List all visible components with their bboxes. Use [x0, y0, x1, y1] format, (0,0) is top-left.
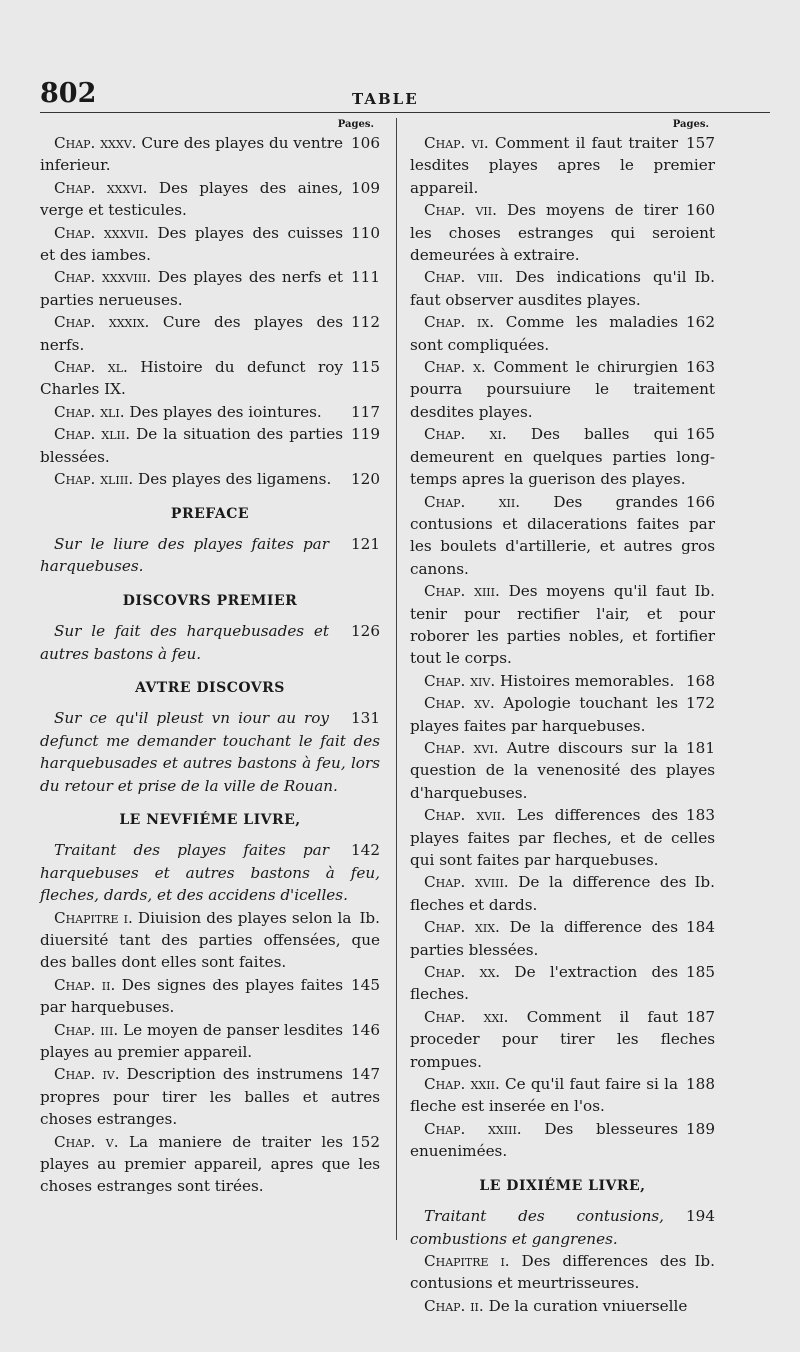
chapter-label: Chap. ii. — [424, 1296, 484, 1315]
section-subtitle — [40, 620, 380, 665]
chapter-title: Le moyen de panser lesdites playes au premier appareil. — [40, 1020, 344, 1062]
chapter-label: Chap. xxxvi. — [54, 178, 148, 197]
chapter-title: Comme les maladies sont compliquées. — [410, 313, 678, 354]
toc-entry — [410, 1006, 715, 1073]
chapter-label: Chap. ix. — [424, 313, 495, 332]
toc-entry — [40, 177, 380, 222]
chapter-label: Chap. xv. — [424, 694, 495, 713]
page-ref: 152 — [351, 1132, 380, 1151]
toc-entry — [410, 199, 715, 266]
page-ref: 110 — [351, 223, 380, 242]
toc-entry — [410, 423, 715, 490]
chapter-title: Des playes des ligamens. — [138, 470, 332, 489]
chapter-label: Chap. xi. — [424, 425, 507, 444]
page-ref: 183 — [686, 806, 715, 825]
toc-entry — [40, 907, 380, 974]
chapter-label: Chap. xvi. — [424, 738, 499, 757]
chapter-title: Comment il faut proceder pour tirer les fleches rompues. — [410, 1007, 715, 1071]
chapter-label: Chapitre i. — [424, 1251, 510, 1270]
page-ref: Ib. — [694, 268, 715, 287]
page-ref: 126 — [351, 622, 380, 641]
chapter-title: Histoire du defunct roy Charles IX. — [40, 358, 343, 399]
pages-label: Pages. — [337, 119, 374, 130]
chapter-label: Chap. x. — [424, 358, 486, 377]
chapter-title: Histoires memorables. — [500, 671, 675, 690]
chapter-label: Chap. vi. — [424, 134, 489, 152]
toc-entry — [410, 1250, 715, 1295]
chapter-title: Des blesseures enuenimées. — [410, 1119, 678, 1161]
chapter-title: De l'extraction des fleches. — [410, 963, 678, 1004]
toc-entry — [410, 356, 715, 423]
page-ref: 172 — [686, 694, 715, 713]
page-ref: 194 — [686, 1207, 715, 1226]
running-head: TABLE — [352, 90, 419, 108]
toc-entry — [410, 961, 715, 1006]
page-ref: 109 — [351, 178, 380, 197]
page-ref: 187 — [686, 1007, 715, 1026]
section-heading: DISCOVRS PREMIER — [122, 592, 298, 609]
page-ref: Ib. — [694, 582, 715, 601]
pages-label: Pages. — [672, 119, 709, 130]
section-heading: PREFACE — [170, 505, 250, 522]
toc-entry — [410, 132, 715, 199]
toc-entry — [410, 871, 715, 916]
page-number: 802 — [40, 78, 97, 109]
chapter-title: Comment il faut traiter lesdites playes apres le premier appareil. — [410, 134, 715, 197]
chapter-title: Des indications qu'il faut observer ausdites playes. — [410, 268, 687, 309]
page-ref: 131 — [351, 709, 380, 728]
page-ref: 147 — [351, 1065, 380, 1084]
chapter-title: Les differences des playes faites par fleches, et de celles qui sont faites par harquebuses. — [410, 806, 715, 869]
chapter-title: De la curation vniuerselle — [488, 1296, 688, 1315]
chapter-label: Chap. xlii. — [54, 425, 131, 444]
page-ref: 181 — [686, 738, 715, 757]
subtitle-text: Traitant des playes faites par harquebuses et autres bastons à feu, fleches, dards, et des accidens d'icelles. — [40, 841, 380, 905]
toc-entry — [410, 916, 715, 961]
page-ref: 188 — [686, 1075, 715, 1094]
chapter-title: Apologie touchant les playes faites par harquebuses. — [410, 694, 679, 735]
subtitle-text: Sur le liure des playes faites par harquebuses. — [40, 534, 329, 576]
section-heading: LE DIXIÉME LIVRE, — [479, 1177, 646, 1194]
toc-entry — [40, 1131, 380, 1198]
chapter-label: Chap. v. — [54, 1132, 119, 1151]
toc-entry — [40, 401, 380, 423]
toc-entry — [410, 1073, 715, 1118]
toc-entry — [40, 132, 380, 177]
page-ref: 117 — [351, 402, 380, 421]
subtitle-text: Sur ce qu'il pleust vn iour au roy defunct me demander touchant le fait des harquebusades et autres bastons à feu, lors du retour et prise de la ville de Rouan. — [40, 709, 380, 795]
chapter-title: La maniere de traiter les playes au premier appareil, apres que les choses estranges sont tirées. — [40, 1132, 380, 1196]
chapter-label: Chap. xxxv. — [54, 134, 137, 152]
page-ref: 120 — [351, 470, 380, 489]
chapter-title: Ce qu'il faut faire si la fleche est inserée en l'os. — [410, 1075, 679, 1116]
page-ref: 142 — [351, 841, 380, 860]
chapter-label: Chap. xiv. — [424, 671, 496, 690]
toc-entry — [410, 804, 715, 871]
page-ref: 184 — [686, 918, 715, 937]
chapter-label: Chap. xx. — [424, 963, 501, 982]
toc-entry — [40, 974, 380, 1019]
page-ref: 168 — [686, 671, 715, 690]
chapter-label: Chap. iv. — [54, 1065, 120, 1084]
toc-entry — [40, 1063, 380, 1130]
chapter-label: Chap. xviii. — [424, 873, 509, 892]
column-divider — [396, 118, 397, 1240]
toc-entry — [410, 491, 715, 581]
chapter-title: Des moyens qu'il faut tenir pour rectifier l'air, et pour roborer les parties nobles, et fortifier tout le corps. — [410, 582, 715, 668]
chapter-label: Chap. xix. — [424, 918, 500, 937]
page-ref: 157 — [686, 134, 715, 152]
chapter-label: Chap. xxiii. — [424, 1119, 522, 1138]
page-ref: 185 — [686, 963, 715, 982]
chapter-title: Des playes des nerfs et parties nerueuses. — [40, 268, 344, 309]
chapter-title: Cure des playes du ventre inferieur. — [40, 134, 344, 175]
page-ref: 121 — [351, 534, 380, 553]
toc-entry — [40, 423, 380, 468]
chapter-title: Des moyens de tirer les choses estranges qui seroient demeurées à extraire. — [410, 201, 715, 265]
chapter-label: Chap. xxxviii. — [54, 268, 152, 287]
chapter-label: Chap. ii. — [54, 975, 116, 994]
chapter-title: Des playes des aines, verge et testicules. — [40, 178, 344, 220]
section-heading: LE NEVFIÉME LIVRE, — [119, 811, 301, 828]
chapter-label: Chap. xli. — [54, 402, 125, 421]
toc-entry — [40, 1019, 380, 1064]
section-heading: AVTRE DISCOVRS — [135, 679, 285, 696]
chapter-title: De la difference des parties blessées. — [410, 918, 679, 959]
toc-entry — [40, 468, 380, 490]
chapter-label: Chap. xl. — [54, 358, 128, 377]
subtitle-text: Sur le fait des harquebusades et autres bastons à feu. — [40, 622, 329, 663]
toc-entry — [410, 737, 715, 804]
left-column — [40, 118, 380, 1198]
toc-entry — [40, 356, 380, 401]
chapter-title: Des balles qui demeurent en quelques parties long-temps apres la guerison des playes. — [410, 425, 715, 489]
chapter-title: Cure des playes des nerfs. — [40, 313, 343, 354]
section-subtitle — [410, 1205, 715, 1250]
toc-entry — [40, 266, 380, 311]
toc-entry — [410, 266, 715, 311]
toc-entry — [40, 222, 380, 267]
chapter-label: Chap. xiii. — [424, 582, 500, 601]
toc-entry — [410, 1295, 715, 1317]
chapter-label: Chap. xliii. — [54, 470, 134, 489]
chapter-title: De la situation des parties blessées. — [40, 425, 344, 466]
chapter-title: Des playes des iointures. — [129, 402, 322, 421]
toc-entry — [410, 670, 715, 692]
page-ref: 165 — [686, 425, 715, 444]
page-ref: 146 — [351, 1020, 380, 1039]
page-ref: 119 — [351, 425, 380, 444]
header-rule — [40, 112, 770, 113]
chapter-label: Chap. xxii. — [424, 1075, 500, 1094]
chapter-title: Autre discours sur la question de la venenosité des playes d'harquebuses. — [410, 738, 715, 802]
chapter-label: Chap. viii. — [424, 268, 504, 287]
chapter-label: Chap. iii. — [54, 1020, 119, 1039]
page-ref: 163 — [686, 358, 715, 377]
page-ref: 162 — [686, 313, 715, 332]
page-ref: 160 — [686, 201, 715, 220]
toc-entry — [410, 311, 715, 356]
page-ref: 111 — [351, 268, 380, 287]
page-ref: 115 — [351, 358, 380, 377]
chapter-label: Chap. xvii. — [424, 806, 506, 825]
chapter-label: Chapitre i. — [54, 908, 133, 927]
page-ref: Ib. — [694, 873, 715, 892]
chapter-label: Chap. xxxix. — [54, 313, 150, 332]
chapter-title: Des playes des cuisses et des iambes. — [40, 223, 344, 265]
toc-entry — [410, 1118, 715, 1163]
chapter-title: Diuision des playes selon la diuersité tant des parties offensées, que des balles dont elles sont faites. — [40, 908, 380, 972]
page-ref: 112 — [351, 313, 380, 332]
page-ref: 189 — [686, 1119, 715, 1138]
toc-entry — [410, 692, 715, 737]
right-column — [410, 118, 715, 1317]
subtitle-text: Traitant des contusions, combustions et gangrenes. — [410, 1207, 664, 1248]
page-ref: 145 — [351, 975, 380, 994]
page-ref: 106 — [351, 134, 380, 152]
chapter-title: Des signes des playes faites par harquebuses. — [40, 975, 344, 1017]
section-subtitle — [40, 707, 380, 797]
page-ref: Ib. — [694, 1251, 715, 1270]
chapter-title: Des grandes contusions et dilacerations faites par les boulets d'artillerie, et autres gros canons. — [410, 492, 715, 578]
toc-entry — [40, 311, 380, 356]
chapter-title: Description des instrumens propres pour tirer les balles et autres choses estranges. — [40, 1065, 380, 1129]
page-ref: Ib. — [359, 908, 380, 927]
chapter-label: Chap. xxi. — [424, 1007, 509, 1026]
chapter-label: Chap. xii. — [424, 492, 521, 511]
section-subtitle — [40, 839, 380, 906]
section-subtitle — [40, 533, 380, 578]
chapter-title: De la difference des fleches et dards. — [410, 873, 687, 914]
toc-entry — [410, 580, 715, 670]
chapter-label: Chap. xxxvii. — [54, 223, 149, 242]
chapter-title: Comment le chirurgien pourra poursuiure le traitement desdites playes. — [410, 358, 715, 421]
chapter-title: Des differences des contusions et meurtrisseures. — [410, 1251, 687, 1293]
chapter-label: Chap. vii. — [424, 201, 497, 220]
page-ref: 166 — [686, 492, 715, 511]
